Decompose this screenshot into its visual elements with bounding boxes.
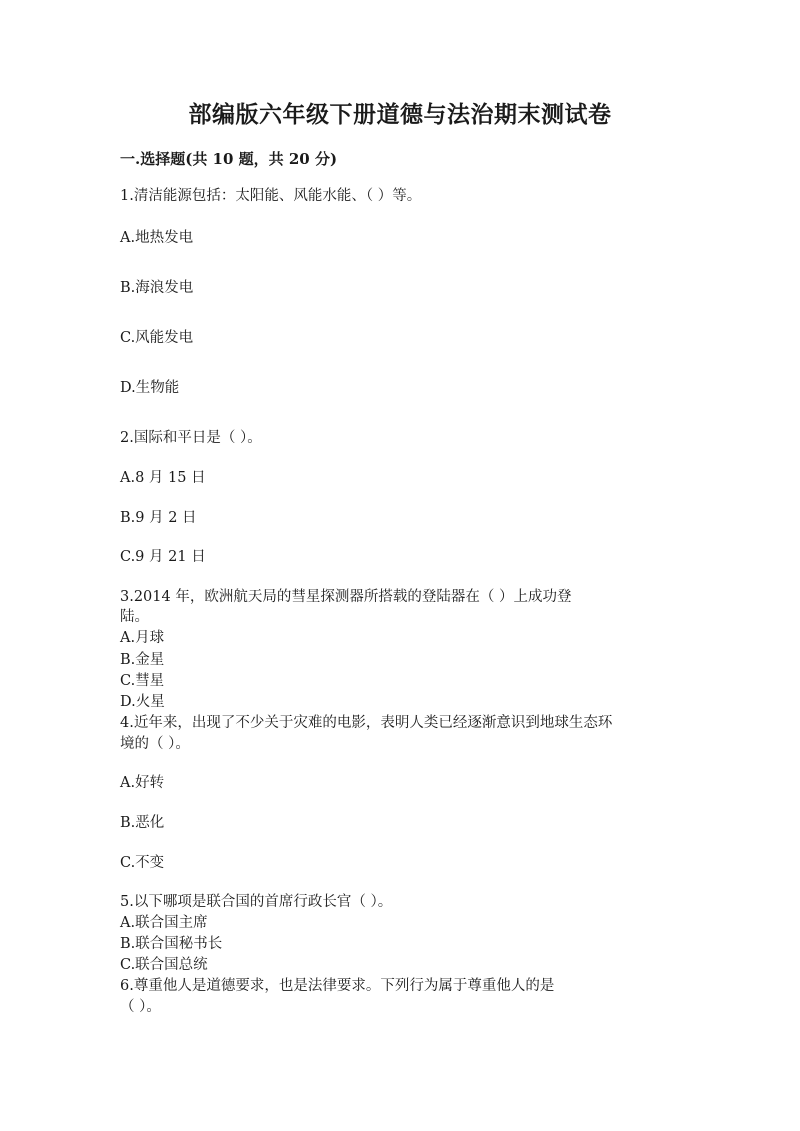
question-1-option-a: A.地热发电	[120, 230, 194, 246]
question-1-text: 1.清洁能源包括：太阳能、风能水能、（ ）等。	[120, 188, 422, 204]
question-2-option-b: B.9 月 2 日	[120, 510, 197, 526]
question-3-option-d: D.火星	[120, 694, 165, 710]
page-title: 部编版六年级下册道德与法治期末测试卷	[188, 101, 612, 128]
question-3-text: 3.2014 年，欧洲航天局的彗星探测器所搭载的登陆器在（ ）上成功登	[120, 589, 572, 605]
question-4-option-c: C.不变	[120, 855, 165, 871]
question-1-option-c: C.风能发电	[120, 330, 194, 346]
question-4-option-a: A.好转	[120, 775, 165, 791]
section-heading: 一.选择题(共 10 题，共 20 分)	[120, 150, 338, 168]
question-6-text-cont: （ ）。	[120, 999, 161, 1015]
question-4-option-b: B.恶化	[120, 815, 165, 831]
question-2-option-a: A.8 月 15 日	[120, 470, 206, 486]
question-1-option-b: B.海浪发电	[120, 280, 194, 296]
question-3-text-cont: 陆。	[120, 609, 149, 625]
question-5-option-a: A.联合国主席	[120, 915, 208, 931]
question-4-text-cont: 境的（ ）。	[120, 736, 190, 752]
question-3-option-c: C.彗星	[120, 673, 165, 689]
question-2-option-c: C.9 月 21 日	[120, 549, 206, 565]
question-6-text: 6.尊重他人是道德要求，也是法律要求。下列行为属于尊重他人的是	[120, 978, 555, 994]
question-3-option-b: B.金星	[120, 652, 165, 668]
question-3-option-a: A.月球	[120, 630, 165, 646]
question-5-option-b: B.联合国秘书长	[120, 936, 223, 952]
question-4-text: 4.近年来，出现了不少关于灾难的电影，表明人类已经逐渐意识到地球生态环	[120, 715, 613, 731]
question-5-text: 5.以下哪项是联合国的首席行政长官（ ）。	[120, 894, 393, 910]
question-5-option-c: C.联合国总统	[120, 957, 208, 973]
question-1-option-d: D.生物能	[120, 380, 180, 396]
question-2-text: 2.国际和平日是（ ）。	[120, 430, 262, 446]
